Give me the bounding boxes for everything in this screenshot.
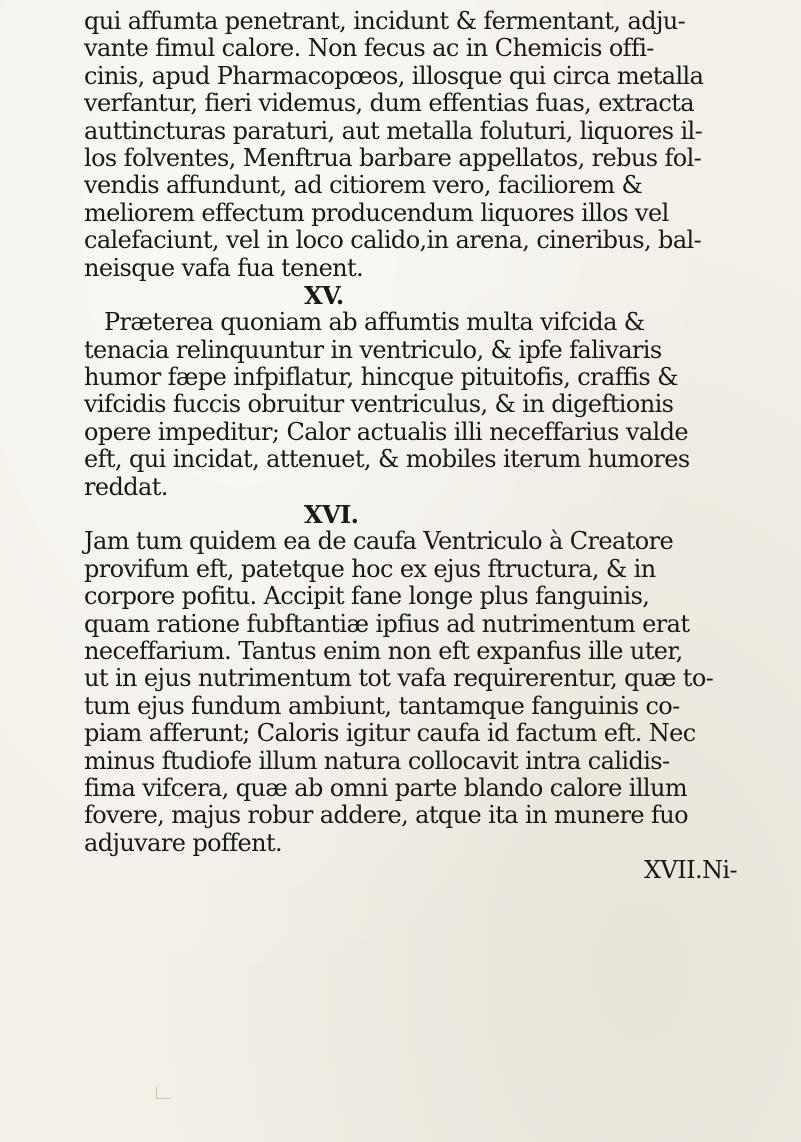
catchword: XVII.Ni- — [644, 856, 737, 885]
text-line: Præterea quoniam ab affumtis multa vifcida & — [104, 308, 645, 337]
text-line: adjuvare poffent. — [84, 828, 283, 857]
text-line: vendis affundunt, ad citiorem vero, faciliorem & — [84, 171, 643, 200]
text-line: ut in ejus nutrimentum tot vafa requirerentur, quæ to- — [84, 664, 714, 693]
text-line: auttincturas paraturi, aut metalla foluturi, liquores il- — [84, 116, 703, 145]
text-line: humor fæpe infpiflatur, hincque pituitofis, craffis & — [84, 363, 678, 392]
text-line: los folventes, Menftrua barbare appellatos, rebus fol- — [84, 143, 702, 172]
text-line: reddat. — [84, 472, 168, 501]
text-line: meliorem effectum producendum liquores illos vel — [84, 198, 669, 227]
text-line: provifum eft, patetque hoc ex ejus ftructura, & in — [84, 554, 656, 583]
text-line: opere impeditur; Calor actualis illi neceffarius valde — [84, 417, 688, 446]
text-line: tum ejus fundum ambiunt, tantamque fanguinis co- — [84, 691, 680, 720]
section-heading-xvi: XVI. — [304, 500, 359, 530]
text-line: vifcidis fuccis obruitur ventriculus, & in digeftionis — [84, 390, 674, 419]
text-line: neisque vafa fua tenent. — [84, 253, 364, 282]
page-blemish — [156, 1086, 171, 1099]
text-line: quam ratione fubftantiæ ipfius ad nutrimentum erat — [84, 609, 690, 638]
text-line: qui affumta penetrant, incidunt & fermentant, adju- — [84, 7, 686, 35]
text-line: Jam tum quidem ea de caufa Ventriculo à Creatore — [84, 527, 674, 556]
text-line: minus ftudiofe illum natura collocavit intra calidis- — [84, 746, 670, 775]
section-heading-xv: XV. — [304, 280, 344, 310]
text-line: tenacia relinquuntur in ventriculo, & ipfe falivaris — [84, 335, 662, 364]
text-line: corpore pofitu. Accipit fane longe plus fanguinis, — [84, 582, 650, 611]
text-line: neceffarium. Tantus enim non eft expanfus ille uter, — [84, 636, 683, 665]
text-line: calefaciunt, vel in loco calido,in arena, cineribus, bal- — [84, 226, 702, 255]
text-line: fovere, majus robur addere, atque ita in munere fuo — [84, 801, 688, 830]
text-line: fima vifcera, quæ ab omni parte blando calore illum — [84, 773, 688, 802]
text-line: piam afferunt; Caloris igitur caufa id factum eft. Nec — [84, 719, 696, 748]
text-line: cinis, apud Pharmacopœos, illosque qui circa metalla — [84, 61, 704, 90]
text-line: eft, qui incidat, attenuet, & mobiles iterum humores — [84, 445, 690, 474]
page-text — [84, 8, 796, 885]
text-line: verfantur, fieri videmus, dum effentias fuas, extracta — [84, 89, 694, 118]
text-line: vante fimul calore. Non fecus ac in Chemicis offi- — [84, 34, 654, 63]
